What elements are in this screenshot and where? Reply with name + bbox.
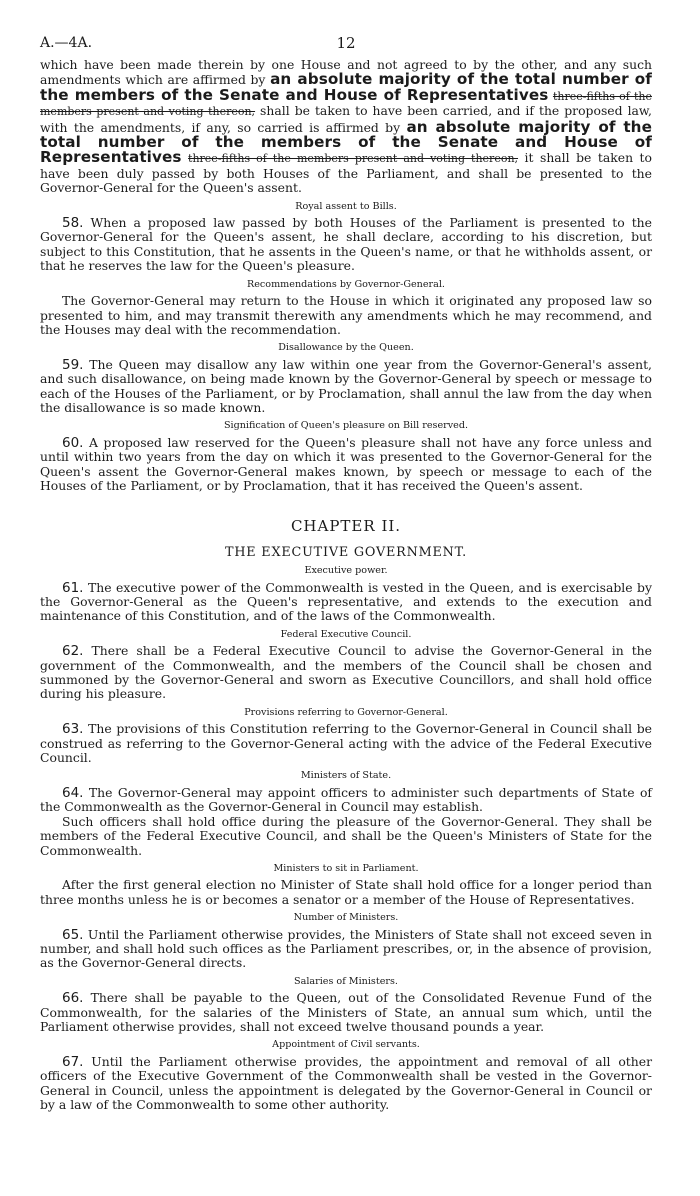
section-number: 60. [62, 434, 84, 451]
section-note: Federal Executive Council. [280, 628, 412, 640]
section-note: Number of Ministers. [293, 912, 399, 924]
section-text: When a proposed law passed by both Houses of the Parliament is presented to the Governor-General for the Queen's assent, he shall declare, according to his discretion, but subject to this Constitution, that he assents in the Queen's name, or that he withholds assent, or that he reserves the law for the Queen's pleasure. [40, 215, 652, 274]
inserted-text-1: an absolute majority of the total number of the members of the Senate and House of Representatives [40, 70, 653, 104]
section-67 [40, 1038, 652, 1112]
page-number: 12 [336, 34, 356, 52]
section-61 [40, 564, 652, 624]
section-note: Provisions referring to Governor-General. [244, 706, 448, 718]
section-text: The executive power of the Commonwealth is vested in the Queen, and is exercisable by the Governor-General as the Queen's representative, and extends to the execution and maintenance of this Constitution, and of the laws of the Commonwealth. [40, 579, 652, 624]
section-note: Appointment of Civil servants. [272, 1039, 420, 1051]
section-text: Such officers shall hold office during the pleasure of the Governor-General. They shall be members of the Federal Executive Council, and shall be the Queen's Ministers of State for the Commonwealth. [40, 813, 652, 858]
section-note: Salaries of Ministers. [294, 975, 398, 987]
page-header [40, 36, 652, 58]
section-63 [40, 706, 652, 766]
section-text: The Governor-General may appoint officers to administer such departments of State of the Commonwealth as the Governor-General in Council may establish. [40, 784, 652, 815]
section-number: 65. [62, 926, 84, 943]
section-58-recommendations [40, 278, 652, 338]
section-65 [40, 911, 652, 971]
section-number: 59. [62, 356, 84, 373]
section-note: Recommendations by Governor-General. [247, 278, 445, 290]
section-note: Royal assent to Bills. [295, 200, 397, 212]
chapter-subtitle: THE EXECUTIVE GOVERNMENT. [225, 544, 467, 560]
section-58 [40, 200, 652, 274]
section-number: 63. [62, 721, 84, 738]
section-text: After the first general election no Minister of State shall hold office for a longer period than three months unless he is or becomes a senator or a member of the House of Representatives. [40, 877, 652, 907]
section-number: 58. [62, 215, 84, 232]
section-number: 66. [62, 990, 84, 1007]
section-note: Ministers of State. [300, 770, 392, 782]
struck-text-2: three-fifths of the members present and voting thereon, [188, 152, 519, 166]
section-note: Executive power. [304, 565, 388, 577]
intro-text-3: it shall be taken to have been duly passed by both Houses of the Parliament, and shall be presented to the Governor-General for the Queen's assent. [40, 150, 652, 196]
section-62 [40, 628, 652, 702]
section-note: Signification of Queen's pleasure on Bill reserved. [223, 420, 469, 432]
section-number: 64. [62, 784, 84, 801]
intro-text-2: shall be taken to have been carried, and if the proposed law, with the amendments, if any, so carried is affirmed by [40, 103, 652, 135]
section-note: Ministers to sit in Parliament. [273, 862, 419, 874]
struck-text-1: three-fifths of the members present and voting thereon, [40, 89, 652, 119]
section-number: 61. [62, 579, 84, 596]
section-text: Until the Parliament otherwise provides, the Ministers of State shall not exceed seven in number, and shall hold such offices as the Parliament prescribes, or, in the absence of provision, as the Governor-General directs. [40, 926, 652, 971]
section-text: The Queen may disallow any law within one year from the Governor-General's assent, and such disallowance, on being made known by the Governor-General by speech or message to each of the Houses of the Parliament, or by Proclamation, shall annul the law from the day when the disallowance is so made known. [40, 356, 652, 415]
inserted-text-2: an absolute majority of the total number of the members of the Senate and House of Representatives [40, 117, 652, 167]
section-text: There shall be payable to the Queen, out of the Consolidated Revenue Fund of the Commonwealth, for the salaries of the Ministers of State, an annual sum which, until the Parliament otherwise provides, shall not exceed twelve thousand pounds a year. [40, 990, 652, 1034]
section-text: There shall be a Federal Executive Council to advise the Governor-General in the government of the Commonwealth, and the members of the Council shall be chosen and summoned by the Governor-General and sworn as Executive Councillors, and shall hold office during his pleasure. [40, 643, 652, 702]
section-list [40, 200, 652, 494]
intro-paragraph [40, 58, 652, 196]
chapter-title: CHAPTER II. [290, 517, 402, 536]
section-text: The provisions of this Constitution referring to the Governor-General in Council shall be construed as referring to the Governor-General acting with the advice of the Federal Executive Council. [40, 721, 652, 766]
section-64 [40, 769, 652, 857]
section-60 [40, 419, 652, 493]
intro-text-1: which have been made therein by one House and not agreed to by the other, and any such amendments which are affirmed by [40, 57, 652, 88]
section-number: 67. [62, 1053, 84, 1070]
section-66 [40, 975, 652, 1035]
section-text: The Governor-General may return to the House in which it originated any proposed law so presented to him, and may transmit therewith any amendments which he may recommend, and the Houses may deal with the recommendation. [40, 293, 652, 337]
section-number: 62. [62, 643, 84, 660]
section-text: A proposed law reserved for the Queen's pleasure shall not have any force unless and until within two years from the day on which it was presented to the Governor-General for the Queen's assent the Governor-General makes known, by speech or message to each of the Houses of the Parliament, or by Proclamation, that it has received the Queen's assent. [40, 434, 652, 493]
section-64-ministers-in-parliament [40, 862, 652, 907]
section-59 [40, 341, 652, 415]
section-text: Until the Parliament otherwise provides, the appointment and removal of all other officers of the Executive Government of the Commonwealth shall be vested in the Governor-General in Council, unless the appointment is delegated by the Governor-General in Council or by a law of the Commonwealth to some other authority. [40, 1053, 652, 1112]
document-code: A.—4A. [40, 35, 93, 51]
section-note: Disallowance by the Queen. [278, 342, 414, 354]
executive-section-list [40, 564, 652, 1112]
